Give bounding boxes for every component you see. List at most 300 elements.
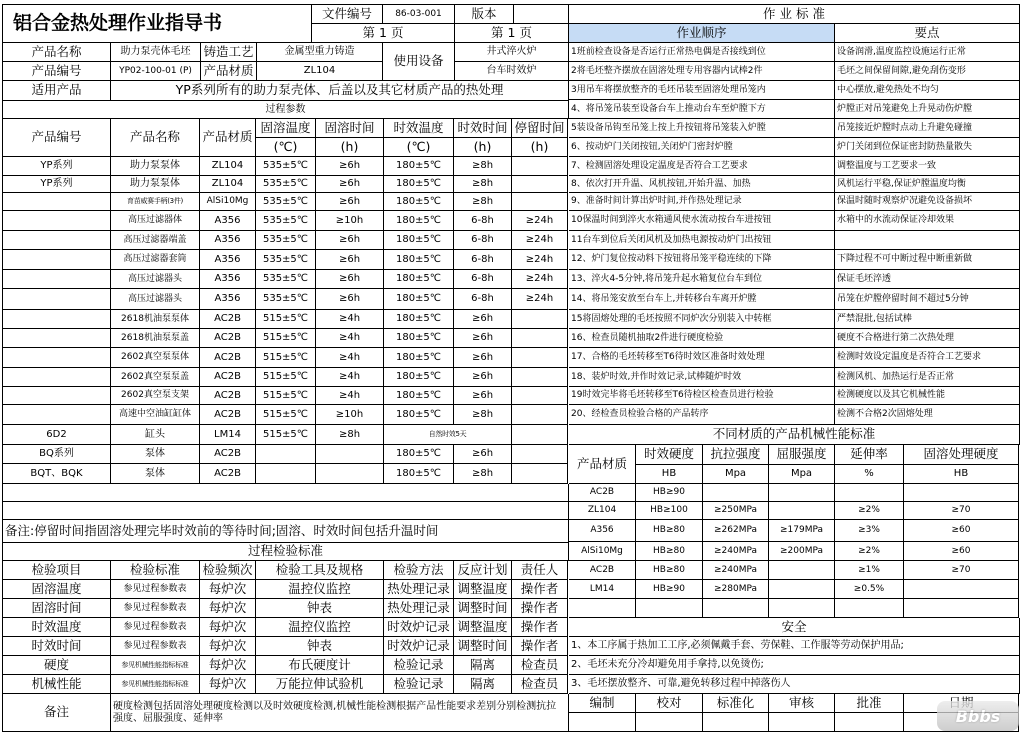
- step-key-point: 风机运行平稳,保证炉膛温度均衡: [835, 176, 1020, 193]
- mech-cell: A356: [569, 520, 636, 542]
- step-key-point: 毛坯之间保留间隙,避免刮伤变形: [835, 62, 1020, 81]
- table-row-cell: 515±5℃: [256, 368, 316, 387]
- inspection-cell: 调整温度: [454, 618, 512, 637]
- step-key-point: 吊笼接近炉膛时点动上升避免碰撞: [835, 119, 1020, 138]
- table-row-cell: 缸头: [111, 425, 200, 445]
- table-row-cell: 535±5℃: [256, 176, 316, 193]
- mech-cell: LM14: [569, 580, 636, 599]
- table-row-cell: 180±5℃: [384, 310, 454, 329]
- inspection-cell: 固溶时间: [3, 599, 111, 618]
- table-row-cell: [256, 464, 316, 484]
- table-row-cell: 6-8h: [454, 231, 512, 250]
- table-row-cell: [512, 405, 568, 425]
- table-row-cell: ZL104: [200, 176, 256, 193]
- mech-cell: [904, 484, 1019, 502]
- mech-cell: ≥280MPa: [703, 580, 769, 599]
- table-row-cell: [3, 329, 111, 348]
- mech-cell: [703, 599, 769, 618]
- table-row-cell: 高压过滤器套筒: [111, 250, 200, 270]
- process-header: 产品材质: [200, 119, 256, 157]
- table-row-cell: ≥24h: [512, 289, 568, 310]
- table-row-cell: ≥6h: [316, 176, 384, 193]
- step-key-point: [835, 231, 1020, 250]
- table-row-cell: ≥24h: [512, 211, 568, 231]
- inspection-cell: 参见过程参数表: [111, 580, 200, 599]
- table-row-cell: 535±5℃: [256, 211, 316, 231]
- table-row-cell: AlSi10Mg: [200, 193, 256, 211]
- applicable-label: 适用产品: [3, 81, 111, 101]
- step-key-point: 水箱中的水流动保证冷却效果: [835, 211, 1020, 231]
- inspection-header: 检验标准: [111, 561, 200, 580]
- inspection-cell: 操作者: [512, 637, 568, 656]
- doc-no-label: 文件编号: [312, 5, 383, 24]
- right-title: 作 业 标 准: [569, 5, 1020, 24]
- table-row-cell: ≥6h: [454, 445, 512, 464]
- inspection-cell: 每炉次: [200, 618, 256, 637]
- table-row-cell: [512, 176, 568, 193]
- inspection-cell: 每炉次: [200, 637, 256, 656]
- mech-cell: [835, 484, 904, 502]
- step-text: 14、将吊笼安放至台车上,并转移台车离开炉膛: [569, 289, 835, 310]
- table-row-cell: [3, 211, 111, 231]
- table-row-cell: 助力泵泵体: [111, 157, 200, 176]
- step-text: 20、经检查员检验合格的产品转序: [569, 405, 835, 425]
- table-row-cell: [3, 368, 111, 387]
- table-row-cell: 180±5℃: [384, 211, 454, 231]
- mech-cell: [569, 599, 636, 618]
- mech-cell: HB≥80: [636, 542, 703, 561]
- step-text: 8、依次打开升温、风机按钮,开始升温、加热: [569, 176, 835, 193]
- blank-row: [3, 484, 569, 502]
- process-remark: 备注:停留时间指固溶处理完毕时效前的等待时间;固溶、时效时间包括升温时间: [3, 520, 569, 543]
- inspection-cell: 参见过程参数表: [111, 599, 200, 618]
- mech-cell: ≥179MPa: [769, 520, 835, 542]
- safety-item: 2、毛坯未充分冷却避免用手拿持,以免烫伤;: [569, 656, 1020, 675]
- table-row-cell: 助力泵泵体: [111, 176, 200, 193]
- sign-value: [569, 713, 636, 732]
- inspection-cell: 操作者: [512, 580, 568, 599]
- table-row-cell: 高速中空油缸缸体: [111, 405, 200, 425]
- inspection-cell: 隔离: [454, 675, 512, 694]
- process-header: 固溶时间: [316, 119, 384, 138]
- table-row-cell: [316, 445, 384, 464]
- mech-cell: [769, 599, 835, 618]
- mech-cell: ≥70: [904, 561, 1019, 580]
- table-row-cell: ≥24h: [512, 250, 568, 270]
- inspection-header: 检验方法: [384, 561, 454, 580]
- sign-value: [636, 713, 703, 732]
- table-row-cell: AC2B: [200, 405, 256, 425]
- inspection-cell: 机械性能: [3, 675, 111, 694]
- table-row-cell: 180±5℃: [384, 250, 454, 270]
- table-row-cell: 180±5℃: [384, 329, 454, 348]
- watermark-logo: Bbbs: [937, 701, 1019, 731]
- table-row-cell: ≥8h: [454, 405, 512, 425]
- mech-cell: [904, 580, 1019, 599]
- inspection-header: 检验工具及规格: [256, 561, 384, 580]
- step-text: 4、将吊笼吊装至设备台车上推动台车至炉膛下方: [569, 100, 835, 119]
- inspection-cell: 时效时间: [3, 637, 111, 656]
- inspection-cell: 时效温度: [3, 618, 111, 637]
- sign-value: [835, 713, 904, 732]
- step-text: 17、合格的毛坯转移至T6待时效区准备时效处理: [569, 348, 835, 368]
- sign-label: 编制: [569, 694, 636, 713]
- equipment-1: 井式淬火炉: [455, 43, 569, 62]
- inspection-cell: 操作者: [512, 599, 568, 618]
- mech-header: 产品材质: [569, 445, 636, 484]
- mech-cell: ≥200MPa: [769, 542, 835, 561]
- table-row-cell: 180±5℃: [384, 193, 454, 211]
- table-row-cell: ≥10h: [316, 405, 384, 425]
- table-row-cell: [512, 193, 568, 211]
- table-row-cell: 育苗威赛手柄(3件): [111, 193, 200, 211]
- mech-cell: ≥2%: [835, 502, 904, 520]
- mech-cell: [904, 599, 1019, 618]
- inspection-header: 检验频次: [200, 561, 256, 580]
- table-row-cell: 2602真空泵支架: [111, 387, 200, 405]
- table-row-cell: 180±5℃: [384, 368, 454, 387]
- table-row-cell: 535±5℃: [256, 289, 316, 310]
- step-text: 1班前检查设备是否运行正常热电偶是否接线到位: [569, 43, 835, 62]
- process-unit: (℃): [384, 138, 454, 157]
- table-row-cell: AC2B: [200, 348, 256, 368]
- inspection-cell: 热处理记录: [384, 599, 454, 618]
- casting-value: 金属型重力铸造: [257, 43, 383, 62]
- table-row-cell: BQT、BQK: [3, 464, 111, 484]
- table-row-cell: [3, 405, 111, 425]
- process-unit: (h): [512, 138, 568, 157]
- inspection-cell: 参见机械性能指标标准: [111, 656, 200, 675]
- process-header: 时效时间: [454, 119, 512, 138]
- table-row-cell: ≥6h: [316, 289, 384, 310]
- process-unit: (h): [454, 138, 512, 157]
- mech-cell: ≥60: [904, 520, 1019, 542]
- step-key-point: 下降过程不可中断过程中断重新做: [835, 250, 1020, 270]
- step-text: 9、准备时间计算出炉时间,并作热处理记录: [569, 193, 835, 211]
- inspection-cell: 硬度: [3, 656, 111, 675]
- step-key-point: 严禁混批,包括试棒: [835, 310, 1020, 329]
- applicable-value: YP系列所有的助力泵壳体、后盖以及其它材质产品的热处理: [111, 81, 569, 101]
- step-text: 16、检查员随机抽取2件进行硬度检验: [569, 329, 835, 348]
- mech-cell: ≥1%: [835, 561, 904, 580]
- table-row-cell: YP系列: [3, 176, 111, 193]
- step-key-point: 检测风机、加热运行是否正常: [835, 368, 1020, 387]
- equipment-label: 使用设备: [383, 43, 455, 81]
- step-text: 19时效完毕将毛坯转移至T6待检区检查员进行检验: [569, 387, 835, 405]
- inspection-cell: 参见机械性能指标标准: [111, 675, 200, 694]
- equipment-2: 台车时效炉: [455, 62, 569, 81]
- step-key-point: 吊笼在炉膛停留时间不超过5分钟: [835, 289, 1020, 310]
- table-row-cell: AC2B: [200, 368, 256, 387]
- inspection-header: 责任人: [512, 561, 568, 580]
- table-row-cell: [512, 348, 568, 368]
- product-name-value: 助力泵壳体毛坯: [111, 43, 201, 62]
- inspection-cell: 布氏硬度计: [256, 656, 384, 675]
- process-header: 时效温度: [384, 119, 454, 138]
- inspection-cell: 隔离: [454, 656, 512, 675]
- table-row-cell: 泵体: [111, 445, 200, 464]
- mech-cell: ≥3%: [835, 520, 904, 542]
- step-text: 13、淬火4-5分钟,将吊笼升起水箱复位台车到位: [569, 270, 835, 289]
- table-row-cell: [3, 250, 111, 270]
- mech-cell: ≥240MPa: [703, 561, 769, 580]
- table-row-cell: 515±5℃: [256, 405, 316, 425]
- mech-cell: [703, 484, 769, 502]
- inspection-cell: 检查员: [512, 675, 568, 694]
- mech-cell: ≥240MPa: [703, 542, 769, 561]
- step-text: 7、检测固溶处理设定温度是否符合工艺要求: [569, 157, 835, 176]
- mech-cell: [769, 561, 835, 580]
- table-row-cell: 180±5℃: [384, 445, 454, 464]
- mech-header: 延伸率: [835, 445, 904, 465]
- table-row-cell: 535±5℃: [256, 157, 316, 176]
- table-row-cell: 2602真空泵泵体: [111, 348, 200, 368]
- table-row-cell: AC2B: [200, 445, 256, 464]
- table-row-cell: AC2B: [200, 329, 256, 348]
- inspection-cell: 钟表: [256, 637, 384, 656]
- table-row-cell: 180±5℃: [384, 348, 454, 368]
- process-header: 固溶温度: [256, 119, 316, 138]
- process-unit: (℃): [256, 138, 316, 157]
- table-row-cell: [3, 193, 111, 211]
- step-key-point: 保温时随时观察炉况避免设备损坏: [835, 193, 1020, 211]
- step-text: 11台车到位后关闭风机及加热电源按动炉门出按钮: [569, 231, 835, 250]
- inspection-cell: 每炉次: [200, 599, 256, 618]
- table-row-cell: ≥4h: [316, 348, 384, 368]
- table-row-cell: ≥6h: [316, 250, 384, 270]
- process-header: 停留时间: [512, 119, 568, 138]
- step-key-point: 检测时效设定温度是否符合工艺要求: [835, 348, 1020, 368]
- table-row-cell: ≥4h: [316, 329, 384, 348]
- table-row-cell: 515±5℃: [256, 425, 316, 445]
- step-text: 5装设备吊钩至吊笼上按上升按钮将吊笼装入炉膛: [569, 119, 835, 138]
- inspection-cell: 固溶温度: [3, 580, 111, 599]
- mech-cell: HB≥80: [636, 520, 703, 542]
- inspection-cell: 调整时间: [454, 637, 512, 656]
- mech-cell: ≥2%: [835, 542, 904, 561]
- mech-header: 时效硬度: [636, 445, 703, 465]
- inspection-cell: 时效炉记录: [384, 637, 454, 656]
- table-row-cell: 180±5℃: [384, 289, 454, 310]
- sign-label: 批准: [835, 694, 904, 713]
- table-row-cell: A356: [200, 231, 256, 250]
- table-row-cell: 180±5℃: [384, 176, 454, 193]
- table-row-cell: [512, 157, 568, 176]
- mech-cell: HB≥80: [636, 561, 703, 580]
- table-row-cell: [512, 425, 568, 445]
- step-key-point: 硬度不合格进行第二次热处理: [835, 329, 1020, 348]
- table-row-cell: YP系列: [3, 157, 111, 176]
- inspection-title: 过程检验标准: [3, 543, 569, 561]
- table-row-cell: 180±5℃: [384, 157, 454, 176]
- inspection-cell: 每炉次: [200, 580, 256, 599]
- table-row-cell: [3, 289, 111, 310]
- table-row-cell: [512, 387, 568, 405]
- inspection-cell: 热处理记录: [384, 580, 454, 599]
- sign-label: 标准化: [703, 694, 769, 713]
- table-row-cell: [512, 310, 568, 329]
- table-row-cell: [3, 387, 111, 405]
- mech-unit: Mpa: [703, 465, 769, 484]
- table-row-cell: ≥10h: [316, 211, 384, 231]
- inspection-cell: 检验记录: [384, 675, 454, 694]
- mech-cell: [769, 580, 835, 599]
- mech-cell: AC2B: [569, 561, 636, 580]
- table-row-cell: ZL104: [200, 157, 256, 176]
- table-row-cell: 高压过滤器体: [111, 211, 200, 231]
- natural-aging-note: 自然时效5天: [384, 425, 512, 445]
- table-row-cell: ≥8h: [316, 425, 384, 445]
- inspection-cell: 检查员: [512, 656, 568, 675]
- version-value: [514, 5, 569, 24]
- table-row-cell: BQ系列: [3, 445, 111, 464]
- table-row-cell: ≥6h: [316, 157, 384, 176]
- mech-cell: HB≥100: [636, 502, 703, 520]
- table-row-cell: ≥24h: [512, 270, 568, 289]
- table-row-cell: AC2B: [200, 387, 256, 405]
- mech-cell: ≥70: [904, 502, 1019, 520]
- table-row-cell: 535±5℃: [256, 270, 316, 289]
- table-row-cell: ≥8h: [454, 157, 512, 176]
- mech-cell: AC2B: [569, 484, 636, 502]
- table-row-cell: ≥8h: [454, 176, 512, 193]
- step-text: 6、按动炉门关闭按钮,关闭炉门密封炉膛: [569, 138, 835, 157]
- table-row-cell: [3, 310, 111, 329]
- table-row-cell: [3, 270, 111, 289]
- mech-cell: [769, 484, 835, 502]
- step-key-point: 调整温度与工艺要求一致: [835, 157, 1020, 176]
- table-row-cell: 高压过滤器头: [111, 289, 200, 310]
- table-row-cell: 6D2: [3, 425, 111, 445]
- inspection-cell: 调整时间: [454, 599, 512, 618]
- table-row-cell: ≥6h: [454, 368, 512, 387]
- product-no-value: YP02-100-01 (P): [111, 62, 201, 81]
- inspection-header: 检验项目: [3, 561, 111, 580]
- table-row-cell: 6-8h: [454, 270, 512, 289]
- table-row-cell: 180±5℃: [384, 387, 454, 405]
- blank-row: [3, 502, 569, 520]
- inspection-cell: 温控仪监控: [256, 580, 384, 599]
- mech-cell: ≥250MPa: [703, 502, 769, 520]
- process-unit: (h): [316, 138, 384, 157]
- table-row-cell: ≥4h: [316, 387, 384, 405]
- inspection-cell: 时效炉记录: [384, 618, 454, 637]
- inspection-cell: 钟表: [256, 599, 384, 618]
- inspection-cell: 检验记录: [384, 656, 454, 675]
- table-row-cell: 535±5℃: [256, 193, 316, 211]
- inspection-cell: 调整温度: [454, 580, 512, 599]
- table-row-cell: 6-8h: [454, 250, 512, 270]
- inspection-cell: 操作者: [512, 618, 568, 637]
- step-text: 3用吊车将摆放整齐的毛坯吊装至固溶处理吊笼内: [569, 81, 835, 100]
- table-row-cell: 泵体: [111, 464, 200, 484]
- mech-header: 抗拉强度: [703, 445, 769, 465]
- page-number: 第 1 页: [312, 24, 455, 43]
- table-row-cell: 180±5℃: [384, 270, 454, 289]
- step-text: 18、装炉时效,并作时效记录,试棒随炉时效: [569, 368, 835, 387]
- version-label: 版本: [455, 5, 514, 24]
- page-total: 第 1 页: [455, 24, 569, 43]
- step-key-point: 保证毛坯淬透: [835, 270, 1020, 289]
- table-row-cell: 6-8h: [454, 211, 512, 231]
- table-row-cell: ≥8h: [454, 193, 512, 211]
- inspection-header: 反应计划: [454, 561, 512, 580]
- document-title: 铝合金热处理作业指导书: [3, 5, 312, 43]
- table-row-cell: [512, 464, 568, 484]
- steps-header: 作业顺序: [569, 24, 835, 43]
- step-key-point: 中心摆放,避免热处不均匀: [835, 81, 1020, 100]
- doc-no-value: 86-03-001: [383, 5, 455, 24]
- table-row-cell: A356: [200, 211, 256, 231]
- step-text: 2将毛坯整齐摆放在固溶处理专用容器内试棒2件: [569, 62, 835, 81]
- table-row-cell: 180±5℃: [384, 464, 454, 484]
- step-text: 15将固熔处理的毛坯按照不同炉次分别装入中转框: [569, 310, 835, 329]
- process-header: 产品编号: [3, 119, 111, 157]
- table-row-cell: ≥6h: [454, 329, 512, 348]
- mech-cell: [769, 502, 835, 520]
- step-key-point: 炉膛正对吊笼避免上升晃动伤炉膛: [835, 100, 1020, 119]
- casting-label: 铸造工艺: [201, 43, 257, 62]
- safety-item: 3、毛坯摆放整齐、可靠,避免转移过程中掉落伤人: [569, 675, 1020, 694]
- step-key-point: 炉门关闭到位保证密封防热量散失: [835, 138, 1020, 157]
- table-row-cell: [256, 445, 316, 464]
- table-row-cell: ≥4h: [316, 310, 384, 329]
- table-row-cell: A356: [200, 270, 256, 289]
- table-row-cell: [512, 445, 568, 464]
- table-row-cell: ≥6h: [454, 387, 512, 405]
- table-row-cell: 2602真空泵泵盖: [111, 368, 200, 387]
- table-row-cell: 高压过滤器端盖: [111, 231, 200, 250]
- product-no-label: 产品编号: [3, 62, 111, 81]
- mech-title: 不同材质的产品机械性能标准: [569, 425, 1020, 445]
- sign-value: [703, 713, 769, 732]
- table-row-cell: A356: [200, 250, 256, 270]
- table-row-cell: [316, 464, 384, 484]
- inspection-cell: 每炉次: [200, 656, 256, 675]
- material-label: 产品材质: [201, 62, 257, 81]
- mech-cell: HB≥90: [636, 484, 703, 502]
- table-row-cell: 515±5℃: [256, 348, 316, 368]
- inspection-remark-label: 备注: [3, 694, 111, 732]
- mech-unit: HB: [636, 465, 703, 484]
- table-row-cell: [3, 231, 111, 250]
- mech-unit: %: [835, 465, 904, 484]
- mech-cell: HB≥90: [636, 580, 703, 599]
- inspection-remark: 硬度检测包括固溶处理硬度检测以及时效硬度检测,机械性能检测根据产品性能要求差别分别检测抗拉强度、屈服强度、延伸率: [111, 694, 569, 732]
- mech-header: 屈服强度: [769, 445, 835, 465]
- step-key-point: 检测硬度以及其它机械性能: [835, 387, 1020, 405]
- step-text: 10保温时间到淬火水箱通风使水流动按台车进按钮: [569, 211, 835, 231]
- material-value: ZL104: [257, 62, 383, 81]
- table-row-cell: ≥6h: [316, 193, 384, 211]
- sign-label: 审核: [769, 694, 835, 713]
- sign-label: 校对: [636, 694, 703, 713]
- inspection-cell: 温控仪监控: [256, 618, 384, 637]
- product-name-label: 产品名称: [3, 43, 111, 62]
- step-key-point: 检测不合格2次固熔处理: [835, 405, 1020, 425]
- inspection-cell: 参见过程参数表: [111, 618, 200, 637]
- table-row-cell: ≥6h: [454, 310, 512, 329]
- table-row-cell: [3, 348, 111, 368]
- key-points-header: 要点: [835, 24, 1020, 43]
- safety-item: 1、本工序属于热加工工序,必须佩戴手套、劳保鞋、工作服等劳动保护用品;: [569, 637, 1020, 656]
- inspection-cell: 万能拉伸试验机: [256, 675, 384, 694]
- table-row-cell: A356: [200, 289, 256, 310]
- table-row-cell: AC2B: [200, 464, 256, 484]
- table-row-cell: 2618机油泵泵盖: [111, 329, 200, 348]
- table-row-cell: 180±5℃: [384, 405, 454, 425]
- table-row-cell: ≥6h: [316, 270, 384, 289]
